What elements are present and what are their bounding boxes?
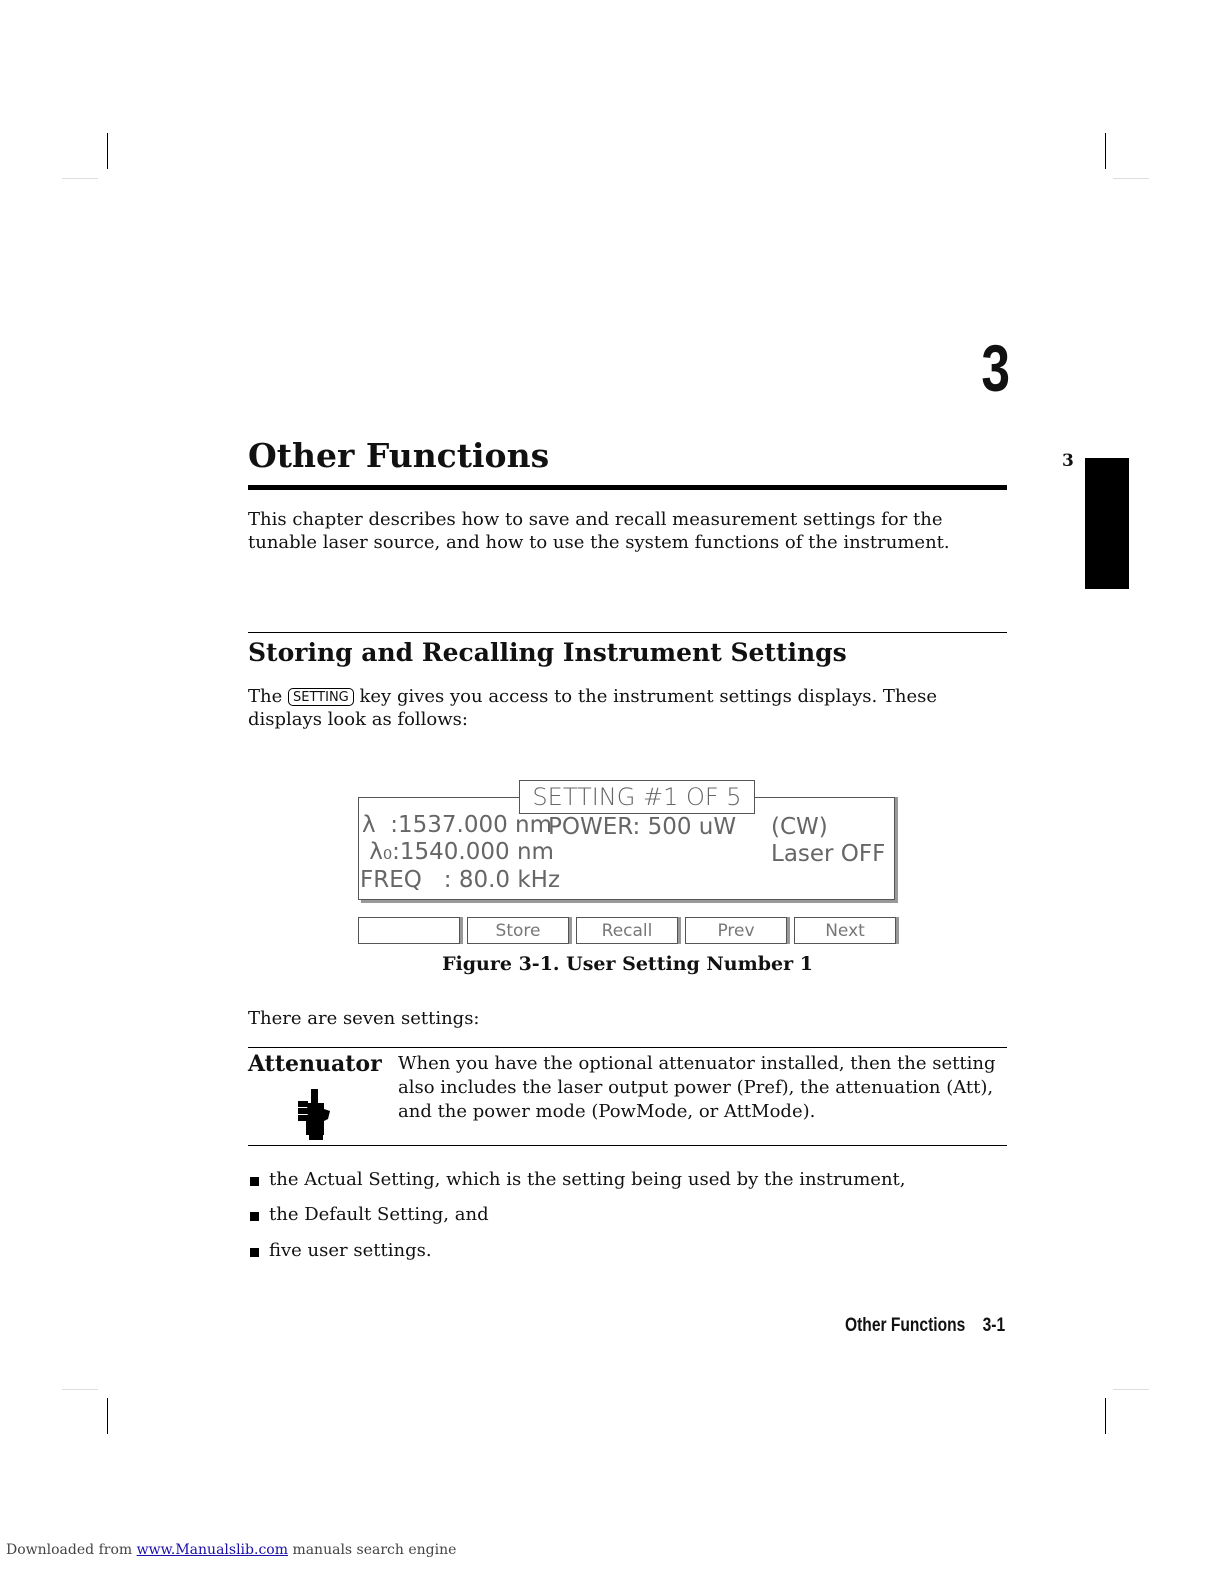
running-footer [845,1315,1005,1337]
pointing-hand-icon [294,1089,332,1141]
page-number: 3-1 [982,1315,1006,1336]
section-rule [248,632,1007,633]
setting-key: SETTING [288,688,354,706]
softkey-blank [358,917,460,944]
download-notice [6,1542,456,1558]
chapter-rule [248,485,1007,490]
bullet-marker [250,1212,259,1221]
crop-mark [62,1389,98,1390]
settings-intro: There are seven settings: [248,1008,480,1029]
lcd-ref-wavelength: λ₀:1540.000 nm [362,839,554,865]
lcd-laser-state: Laser OFF [771,841,886,867]
lcd-screen-title: SETTING #1 OF 5 [519,780,755,814]
softkey-next: Next [794,917,896,944]
chapter-tab-number: 3 [1062,451,1074,471]
footer-title: Other Functions [845,1315,966,1336]
crop-mark [62,178,98,179]
manualslib-link[interactable]: www.Manualslib.com [136,1542,288,1558]
chapter-title: Other Functions [248,436,550,475]
chapter-tab [1085,458,1129,589]
crop-mark [1105,133,1106,169]
para-pre: The [248,686,283,707]
softkey-prev: Prev [685,917,787,944]
softkey-recall: Recall [576,917,678,944]
note-top-rule [248,1047,1007,1048]
download-post: manuals search engine [292,1542,457,1558]
crop-mark [1105,1398,1106,1434]
chapter-number: 3 [981,331,1010,405]
softkey-store: Store [467,917,569,944]
section-paragraph [248,685,988,731]
figure-caption: Figure 3-1. User Setting Number 1 [442,953,813,975]
note-label: Attenuator [248,1051,382,1077]
crop-mark [107,1398,108,1434]
crop-mark [1113,178,1149,179]
chapter-intro: This chapter describes how to save and recall measurement settings for the tunable laser source, and how to use the system functions of the instrument. [248,509,950,553]
list-item: five user settings. [269,1240,432,1261]
bullet-marker [250,1248,259,1257]
lcd-power: POWER: 500 uW [548,814,737,840]
bullet-marker [250,1177,259,1186]
para-post: key gives you access to the instrument settings displays. These displays look as follows: [248,686,938,730]
lcd-mode: (CW) [771,814,828,840]
section-title: Storing and Recalling Instrument Settings [248,638,847,667]
note-bottom-rule [248,1145,1007,1146]
crop-mark [107,133,108,169]
list-item: the Default Setting, and [269,1204,489,1225]
lcd-frequency: FREQ : 80.0 kHz [360,867,561,893]
crop-mark [1113,1389,1149,1390]
list-item: the Actual Setting, which is the setting being used by the instrument, [269,1169,906,1190]
note-text: When you have the optional attenuator installed, then the setting also includes the laser output power (Pref), the attenuation (Att), and the power mode (PowMode, or AttMode). [398,1053,996,1122]
lcd-wavelength: λ :1537.000 nm [362,812,553,838]
download-pre: Downloaded from [6,1542,133,1558]
